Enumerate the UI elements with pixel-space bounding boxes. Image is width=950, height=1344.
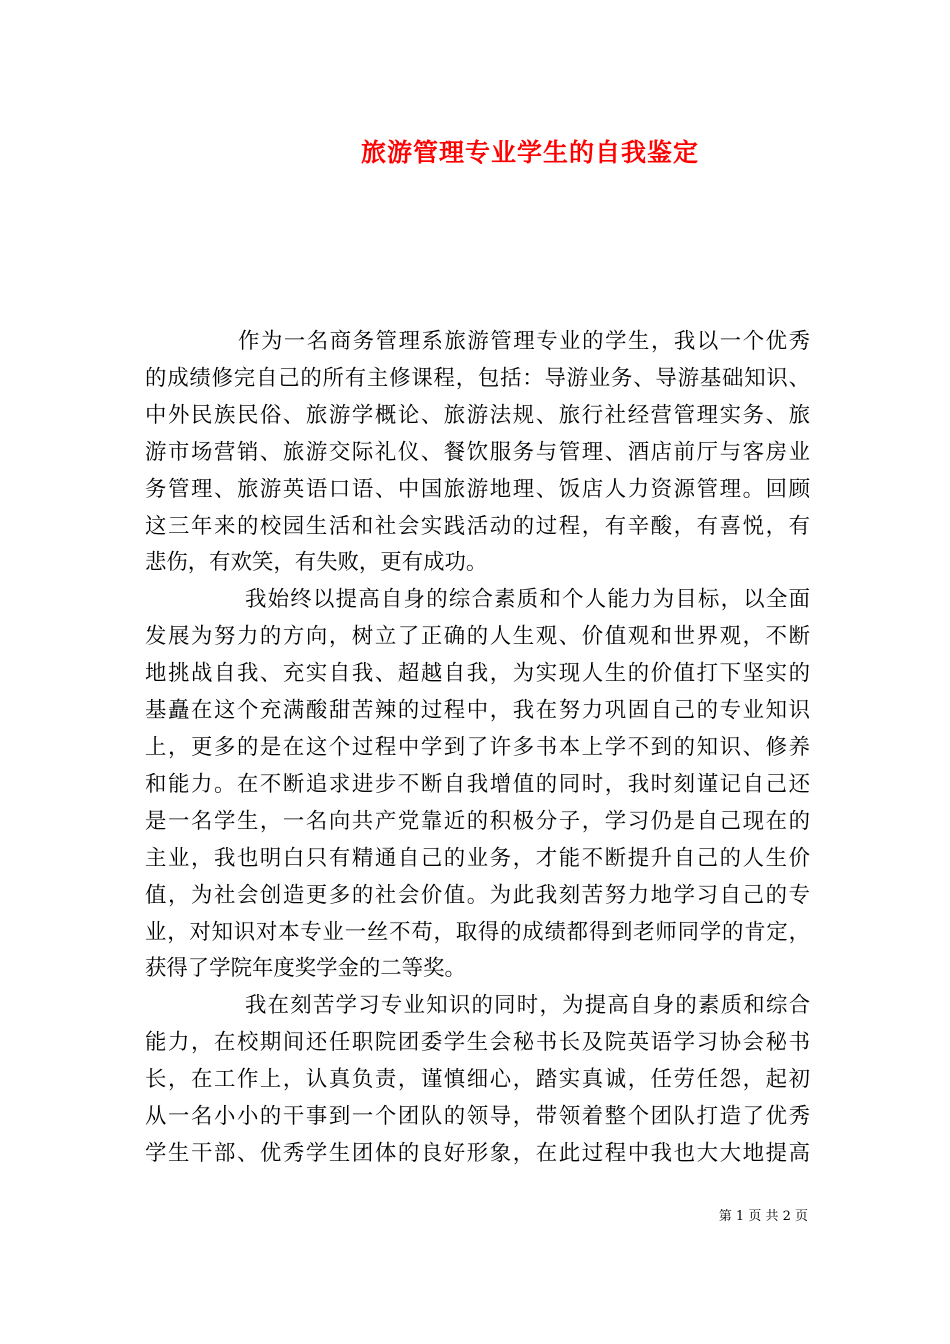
- text-line: 长，在工作上，认真负责，谨慎细心，踏实真诚，任劳任怨，起初: [145, 1067, 810, 1093]
- text-line: 是一名学生，一名向共产党靠近的积极分子，学习仍是自己现在的: [145, 808, 810, 834]
- text-line: 值，为社会创造更多的社会价值。为此我刻苦努力地学习自己的专: [145, 882, 810, 908]
- text-line: 地挑战自我、充实自我、超越自我，为实现人生的价值打下坚实的: [145, 661, 810, 687]
- text-line: 的成绩修完自己的所有主修课程，包括：导游业务、导游基础知识、: [145, 365, 810, 391]
- text-line: 业，对知识对本专业一丝不苟，取得的成绩都得到老师同学的肯定，: [145, 919, 810, 945]
- document-title: 旅游管理专业学生的自我鉴定: [360, 138, 699, 167]
- text-line: 悲伤，有欢笑，有失败，更有成功。: [145, 550, 488, 576]
- paragraph-1: [145, 324, 810, 582]
- document-body: [145, 324, 810, 1173]
- text-line: 我始终以提高自身的综合素质和个人能力为目标，以全面: [245, 587, 810, 613]
- text-line: 这三年来的校园生活和社会实践活动的过程，有辛酸，有喜悦，有: [145, 513, 810, 539]
- text-line: 和能力。在不断追求进步不断自我增值的同时，我时刻谨记自己还: [145, 771, 810, 797]
- text-line: 基矗在这个充满酸甜苦辣的过程中，我在努力巩固自己的专业知识: [145, 698, 810, 724]
- text-line: 从一名小小的干事到一个团队的领导，带领着整个团队打造了优秀: [145, 1104, 810, 1130]
- text-line: 上，更多的是在这个过程中学到了许多书本上学不到的知识、修养: [145, 734, 810, 760]
- text-line: 发展为努力的方向，树立了正确的人生观、价值观和世界观，不断: [145, 624, 810, 650]
- text-line: 能力，在校期间还任职院团委学生会秘书长及院英语学习协会秘书: [145, 1030, 810, 1056]
- paragraph-3: [145, 988, 810, 1173]
- text-line: 作为一名商务管理系旅游管理专业的学生，我以一个优秀: [238, 329, 810, 354]
- text-line: 获得了学院年度奖学金的二等奖。: [145, 956, 466, 982]
- text-line: 我在刻苦学习专业知识的同时，为提高自身的素质和综合: [245, 993, 810, 1019]
- text-line: 主业，我也明白只有精通自己的业务，才能不断提升自己的人生价: [145, 845, 810, 871]
- text-line: 学生干部、优秀学生团体的良好形象，在此过程中我也大大地提高: [145, 1140, 810, 1166]
- text-line: 务管理、旅游英语口语、中国旅游地理、饭店人力资源管理。回顾: [145, 476, 810, 502]
- text-line: 游市场营销、旅游交际礼仪、餐饮服务与管理、酒店前厅与客房业: [145, 439, 810, 465]
- page-number: 第 1 页 共 2 页: [718, 1209, 808, 1224]
- text-line: 中外民族民俗、旅游学概论、旅游法规、旅行社经营管理实务、旅: [145, 402, 810, 428]
- paragraph-2: [145, 582, 810, 988]
